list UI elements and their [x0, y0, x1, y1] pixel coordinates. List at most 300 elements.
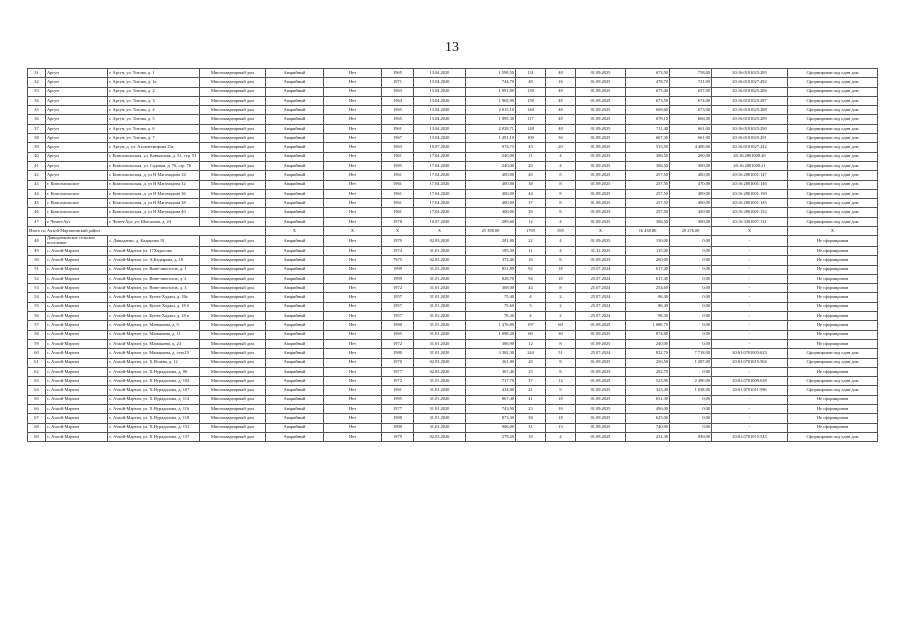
summary-cell: 25 398,00 [466, 227, 516, 236]
table-cell: с. Ачхой-Мартан, ул. Вине-иноголов, д. 3 [108, 284, 200, 293]
table-cell: 20:16:0101027:242 [712, 143, 788, 152]
table-cell: Многоквартирный дом [200, 284, 266, 293]
table-cell: 31.01.2020 [414, 386, 466, 395]
table-cell: г. Комсомольская, д. ул Н Магомадова 34 [108, 171, 200, 180]
table-cell: Нет [324, 321, 382, 330]
table-cell: 20:01:0701009:638 [712, 377, 788, 386]
table-cell: 0,00 [670, 236, 712, 247]
table-cell: Нет [324, 423, 382, 432]
table-cell: 01.09.2025 [576, 339, 626, 348]
table-cell: Нет [324, 161, 382, 170]
table-row [28, 208, 878, 217]
table-cell: г. Комсомольская, д. ул Н Магомадова 36 [108, 189, 200, 198]
table-cell: Многоквартирный дом [200, 312, 266, 321]
table-cell: с. Ачхой-Мартан [46, 349, 108, 358]
table-cell: 10.07.2020 [414, 143, 466, 152]
table-cell: 661,00 [670, 134, 712, 143]
table-cell: 323,40 [626, 386, 670, 395]
table-cell: 25.07.2024 [576, 284, 626, 293]
table-cell: 673,50 [626, 96, 670, 105]
table-cell: 306,50 [626, 217, 670, 226]
table-row [28, 423, 878, 432]
table-cell: 01.09.2025 [576, 367, 626, 376]
table-cell: г. Чечен-Аул, ул. Школьная, д. 24 [108, 217, 200, 226]
table-cell: 01.09.2025 [576, 432, 626, 441]
summary-cell: X [712, 227, 788, 236]
table-cell: Сформирован под один дом [788, 349, 878, 358]
table-cell: 669,60 [626, 106, 670, 115]
table-cell: 1961 [382, 386, 414, 395]
table-cell: 256,50 [626, 358, 670, 367]
summary-cell: X [576, 227, 626, 236]
table-cell: 13.04.2020 [414, 134, 466, 143]
table-cell: 515,50 [626, 143, 670, 152]
table-row [28, 69, 878, 78]
table-cell: 18 [546, 395, 576, 404]
table-cell: с. Ачхой-Мартан, ул. Х.Нурадилова, д. 114 [108, 395, 200, 404]
table-cell: Аргун [46, 152, 108, 161]
table-cell: 48 [546, 69, 576, 78]
table-cell: Нет [324, 152, 382, 161]
table-cell: 306,50 [626, 161, 670, 170]
table-cell: 31.01.2020 [414, 339, 466, 348]
table-cell: с. Ачхой-Мартан, ул. Мамакаева, д. 11 [108, 330, 200, 339]
table-cell: Сформирован под один дом [788, 96, 878, 105]
table-cell: 20:01:0701011:596 [712, 386, 788, 395]
table-cell: Нет [324, 189, 382, 198]
table-cell: с. Ачхой-Мартан [46, 358, 108, 367]
table-cell: с. Ачхой-Мартан [46, 312, 108, 321]
table-cell: 11 [516, 246, 546, 255]
table-cell: с. Давыденко, д. Кадырова 19 [108, 236, 200, 247]
table-row [28, 199, 878, 208]
table-cell: 25.07.2024 [576, 349, 626, 358]
table-cell: Многоквартирный дом [200, 189, 266, 198]
table-cell: 0,00 [670, 274, 712, 283]
table-cell: с. Ачхой-Мартан [46, 414, 108, 423]
table-cell: 43 [28, 180, 46, 189]
table-row [28, 134, 878, 143]
table-cell: Аварийный [266, 106, 324, 115]
table-cell: с. Ачхой-Мартан [46, 302, 108, 311]
table-cell: Не сформирован [788, 284, 878, 293]
table-cell: 673,00 [670, 106, 712, 115]
table-cell: Аргун [46, 161, 108, 170]
table-cell: 0,00 [670, 367, 712, 376]
table-cell: - [712, 236, 788, 247]
table-cell: с. Ачхой-Мартан, ул. Мамакаева, д. сеть19 [108, 349, 200, 358]
table-cell: 1 965,90 [466, 96, 516, 105]
table-row [28, 349, 878, 358]
table-cell: 1977 [382, 404, 414, 413]
table-cell: Многоквартирный дом [200, 358, 266, 367]
table-row [28, 339, 878, 348]
table-cell: Аварийный [266, 161, 324, 170]
table-cell: 69 [28, 432, 46, 441]
table-cell: Сформирован под один дом [788, 115, 878, 124]
table-cell: Сформирован под один дом [788, 358, 878, 367]
table-cell: 63 [28, 377, 46, 386]
table-cell: Сформирован под один дом [788, 199, 878, 208]
table-cell: 13.04.2020 [414, 96, 466, 105]
table-cell: 21 [516, 386, 546, 395]
table-row [28, 367, 878, 376]
table-cell: с. Ачхой-Мартан, ул. Кунта-Хаджи, д. 18 в [108, 312, 200, 321]
table-cell: Аварийный [266, 78, 324, 87]
table-cell: 02.03.2020 [414, 432, 466, 441]
table-cell: Не сформирован [788, 395, 878, 404]
table-cell: 16 [546, 404, 576, 413]
table-cell: 16 [546, 78, 576, 87]
table-row [28, 312, 878, 321]
table-cell: 15 [516, 367, 546, 376]
table-cell: Нет [324, 395, 382, 404]
table-cell: 01.09.2025 [576, 96, 626, 105]
table-cell: Сформирован под один дом [788, 189, 878, 198]
table-cell: Многоквартирный дом [200, 302, 266, 311]
table-cell: 01.09.2025 [576, 256, 626, 265]
table-cell: с. Ачхой-Мартан, ул. Х.Нурадилова, д. 86 [108, 367, 200, 376]
table-cell: Нет [324, 87, 382, 96]
table-row [28, 265, 878, 274]
table-cell: 202,70 [626, 367, 670, 376]
table-cell: 46 [28, 208, 46, 217]
table-cell: с. Ачхой-Мартан, ул. Кунта-Хаджи, д. 18а [108, 293, 200, 302]
table-cell: 49 [28, 246, 46, 255]
table-cell: 38 [516, 180, 546, 189]
table-cell: 66 [28, 404, 46, 413]
table-cell: 20:16:2801001:146 [712, 180, 788, 189]
table-cell: 48 [28, 236, 46, 247]
table-cell: 01.09.2025 [576, 171, 626, 180]
table-cell: 361,80 [466, 358, 516, 367]
table-cell: Не сформирован [788, 367, 878, 376]
summary-row [28, 227, 878, 236]
table-cell: 717,70 [466, 377, 516, 386]
table-cell: 1990 [382, 423, 414, 432]
table-cell: Нет [324, 256, 382, 265]
table-cell: 31.01.2020 [414, 404, 466, 413]
table-cell: 20 [516, 358, 546, 367]
table-cell: 17.04.2020 [414, 199, 466, 208]
table-cell: Не сформирован [788, 312, 878, 321]
table-cell: 400,00 [670, 171, 712, 180]
table-cell: 92 [516, 265, 546, 274]
table-cell: Не сформирован [788, 339, 878, 348]
table-cell: Многоквартирный дом [200, 96, 266, 105]
table-cell: 75,60 [466, 302, 516, 311]
table-cell: Нет [324, 339, 382, 348]
table-cell: Многоквартирный дом [200, 386, 266, 395]
table-cell: 3 302,30 [466, 349, 516, 358]
table-cell: Многоквартирный дом [200, 321, 266, 330]
table-cell: 1961 [382, 199, 414, 208]
table-cell: 20:01:0701015:545 [712, 432, 788, 441]
table-cell: Нет [324, 274, 382, 283]
table-cell: 20:16:2801008:21 [712, 161, 788, 170]
table-cell: 1957 [382, 312, 414, 321]
table-cell: 10.07.2020 [414, 217, 466, 226]
table-cell: 60 [516, 330, 546, 339]
table-cell: 39 [28, 143, 46, 152]
table-cell: 57 [28, 321, 46, 330]
table-cell: 48 [546, 124, 576, 133]
table-cell: с. Ачхой-Мартан [46, 367, 108, 376]
table-cell: Многоквартирный дом [200, 236, 266, 247]
table-cell: 279,20 [466, 432, 516, 441]
table-cell: 02.03.2020 [414, 367, 466, 376]
table-cell: Сформирован под один дом [788, 161, 878, 170]
table-cell: 1967 [382, 134, 414, 143]
table-cell: - [712, 256, 788, 265]
table-cell: Многоквартирный дом [200, 217, 266, 226]
table-cell: 01.09.2025 [576, 134, 626, 143]
table-cell: Многоквартирный дом [200, 143, 266, 152]
table-cell: 41 [516, 395, 546, 404]
table-row [28, 256, 878, 265]
table-row [28, 106, 878, 115]
table-cell: 257,50 [626, 180, 670, 189]
table-cell: 657,00 [670, 87, 712, 96]
table-cell: 678,10 [626, 115, 670, 124]
table-cell: Сформирован под один дом [788, 171, 878, 180]
table-cell: Не сформирован [788, 256, 878, 265]
table-cell: 1 098,20 [466, 330, 516, 339]
table-cell: Многоквартирный дом [200, 349, 266, 358]
table-cell: 98,30 [626, 312, 670, 321]
table-cell: 450,00 [670, 208, 712, 217]
table-cell: г. Аргун, ул. Титова, д. 3 [108, 96, 200, 105]
table-cell: 158 [516, 96, 546, 105]
table-cell: 1972 [382, 284, 414, 293]
table-cell: 01.09.2025 [576, 377, 626, 386]
table-cell: Нет [324, 236, 382, 247]
table-cell: 8 [546, 256, 576, 265]
table-cell: 13.04.2020 [414, 115, 466, 124]
table-cell: Многоквартирный дом [200, 414, 266, 423]
table-cell: 48 [546, 87, 576, 96]
table-cell: 1985 [382, 161, 414, 170]
table-cell: 31.01.2020 [414, 302, 466, 311]
table-cell: 32 [28, 78, 46, 87]
table-cell: 20 [516, 161, 546, 170]
table-cell: 525,90 [626, 377, 670, 386]
table-cell: 13.04.2020 [414, 87, 466, 96]
table-cell: Аргун [46, 96, 108, 105]
table-cell: 244 [516, 349, 546, 358]
table-cell: 2 015,10 [466, 106, 516, 115]
table-cell: 1972 [382, 339, 414, 348]
table-cell: 0,00 [670, 293, 712, 302]
table-cell: 40 [28, 152, 46, 161]
table-cell: 20:16:2801001:150 [712, 189, 788, 198]
table-cell: Нет [324, 115, 382, 124]
table-cell: - [712, 423, 788, 432]
table-cell: 55 [28, 302, 46, 311]
table-cell: Многоквартирный дом [200, 152, 266, 161]
table-cell: 0,00 [670, 246, 712, 255]
table-cell: с. Ачхой-Мартан [46, 386, 108, 395]
table-cell: 0,00 [670, 404, 712, 413]
table-cell: Аварийный [266, 171, 324, 180]
table-cell: Нет [324, 217, 382, 226]
table-cell: Многоквартирный дом [200, 180, 266, 189]
table-cell: Не сформирован [788, 414, 878, 423]
table-cell: 31.01.2020 [414, 246, 466, 255]
table-cell: Не сформирован [788, 246, 878, 255]
table-cell: 51 [28, 265, 46, 274]
table-cell: 48 [516, 78, 546, 87]
table-cell: 01.09.2025 [576, 321, 626, 330]
table-cell: Многоквартирный дом [200, 134, 266, 143]
table-cell: Нет [324, 134, 382, 143]
table-cell: Аварийный [266, 217, 324, 226]
table-cell: Многоквартирный дом [200, 265, 266, 274]
table-cell: 01.09.2025 [576, 404, 626, 413]
table-cell: 86,40 [626, 302, 670, 311]
table-cell: Нет [324, 171, 382, 180]
table-cell: 200,00 [670, 152, 712, 161]
table-cell: 260,00 [626, 256, 670, 265]
table-cell: Нет [324, 78, 382, 87]
table-cell: 20:16:0101025:286 [712, 87, 788, 96]
table-cell: Аварийный [266, 236, 324, 247]
table-cell: 54 [28, 293, 46, 302]
table-cell: г. Аргун, ул. Титова, д. 1 [108, 69, 200, 78]
table-cell: Нет [324, 386, 382, 395]
table-cell: 01.09.2025 [576, 143, 626, 152]
table-cell: 1961 [382, 171, 414, 180]
table-cell: 18 [546, 414, 576, 423]
table-cell: Многоквартирный дом [200, 339, 266, 348]
table-cell: с. Ачхой-Мартан, ул. 17Хадисова [108, 246, 200, 255]
table-row [28, 321, 878, 330]
table-cell: 01.09.2025 [576, 236, 626, 247]
table-cell: 17.04.2020 [414, 161, 466, 170]
table-cell: 31.01.2020 [414, 312, 466, 321]
table-cell: Аргун [46, 115, 108, 124]
table-cell: 631,30 [626, 395, 670, 404]
table-cell: 1 590,50 [466, 69, 516, 78]
table-cell: 289,60 [466, 217, 516, 226]
table-cell: Аварийный [266, 69, 324, 78]
table-cell: Аварийный [266, 134, 324, 143]
table-cell: 8 [546, 339, 576, 348]
table-cell: 36 [28, 115, 46, 124]
table-cell: Аварийный [266, 404, 324, 413]
summary-cell: X [788, 227, 878, 236]
table-cell: 254,60 [626, 284, 670, 293]
table-cell: 13.04.2020 [414, 78, 466, 87]
table-cell: 62 [28, 367, 46, 376]
table-cell: с. Ачхой-Мартан, ул. Х.Нурадилова, д. 104 [108, 377, 200, 386]
table-cell: Многоквартирный дом [200, 199, 266, 208]
table-cell: Аварийный [266, 284, 324, 293]
table-cell: 0,00 [670, 312, 712, 321]
table-cell: 33 [28, 87, 46, 96]
table-cell: 17.04.2020 [414, 152, 466, 161]
table-cell: 22 [516, 236, 546, 247]
table-cell: 17.04.2020 [414, 208, 466, 217]
table-cell: 974,73 [466, 143, 516, 152]
table-cell: Многоквартирный дом [200, 246, 266, 255]
table-cell: 1 287,00 [670, 358, 712, 367]
table-cell: Нет [324, 293, 382, 302]
table-cell: 7 718,00 [670, 349, 712, 358]
table-cell: 50 [28, 256, 46, 265]
table-cell: г. Аргун, ул. Титова, д. 4 [108, 106, 200, 115]
table-cell: 01.09.2025 [576, 180, 626, 189]
table-cell: 1979 [382, 236, 414, 247]
table-cell: Аргун [46, 171, 108, 180]
table-cell: с. Ачхой-Мартан [46, 377, 108, 386]
table-cell: 16 [516, 256, 546, 265]
table-cell: 308,00 [466, 284, 516, 293]
table-cell: Сформирован под один дом [788, 143, 878, 152]
table-cell: 1 476,80 [466, 321, 516, 330]
table-cell: 109 [516, 134, 546, 143]
table-cell: Сформирован под один дом [788, 208, 878, 217]
table-cell: - [712, 339, 788, 348]
table-cell: 1978 [382, 217, 414, 226]
table-cell: 0,00 [670, 265, 712, 274]
table-cell: Аварийный [266, 199, 324, 208]
table-cell: Нет [324, 302, 382, 311]
table-cell: 0,00 [670, 302, 712, 311]
table-cell: 20:16:2801001:152 [712, 208, 788, 217]
table-cell: Аварийный [266, 414, 324, 423]
table-cell: с. Ачхой-Мартан, ул. Х.Исаева, д. 12 [108, 358, 200, 367]
table-cell: 7975 [382, 256, 414, 265]
table-cell: 14 [546, 377, 576, 386]
table-cell: 01.09.2025 [576, 189, 626, 198]
table-cell: 185,30 [466, 246, 516, 255]
table-cell: г. Чечен-Аул [46, 217, 108, 226]
table-cell: 17.04.2020 [414, 180, 466, 189]
table-cell: 25.07.2024 [576, 274, 626, 283]
table-cell: 01.09.2025 [576, 152, 626, 161]
table-cell: 01.09.2025 [576, 386, 626, 395]
table-cell: 1 895,30 [466, 115, 516, 124]
table-row [28, 377, 878, 386]
table-cell: 20:16:2801001:147 [712, 171, 788, 180]
table-cell: Нет [324, 284, 382, 293]
table-cell: Аргун [46, 78, 108, 87]
table-cell: 40 [516, 171, 546, 180]
table-cell: 48 [546, 96, 576, 105]
table-cell: 67 [28, 414, 46, 423]
table-cell: 31.01.2020 [414, 349, 466, 358]
table-cell: 12 [516, 339, 546, 348]
table-cell: 400,00 [466, 171, 516, 180]
table-cell: 675,40 [626, 87, 670, 96]
table-cell: Нет [324, 330, 382, 339]
table-cell: 1972 [382, 377, 414, 386]
table-cell: 45 [516, 143, 546, 152]
table-row [28, 395, 878, 404]
table-cell: Нет [324, 367, 382, 376]
table-cell: 86,40 [626, 293, 670, 302]
table-cell: Не сформирован [788, 293, 878, 302]
table-cell: 01.09.2025 [576, 124, 626, 133]
table-cell: Сформирован под один дом [788, 386, 878, 395]
summary-cell: X [382, 227, 414, 236]
table-cell: с. Ачхой-Мартан, ул. Мамакаева, д. 9 [108, 321, 200, 330]
table-cell: 8 [546, 171, 576, 180]
table-cell: 31.01.2020 [414, 284, 466, 293]
table-cell: Сформирован под один дом [788, 87, 878, 96]
table-cell: 674,00 [670, 96, 712, 105]
